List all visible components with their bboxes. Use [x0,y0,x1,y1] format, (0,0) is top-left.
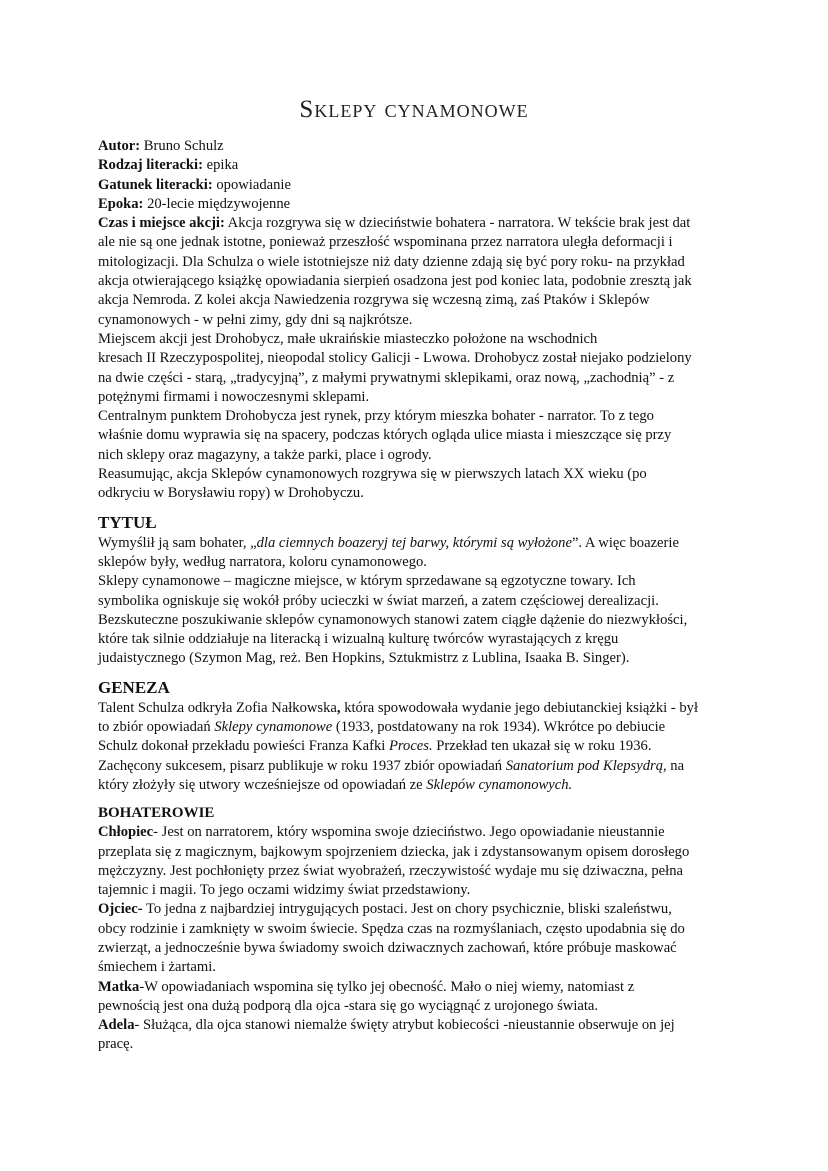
text-run: Bruno Schulz [140,138,224,154]
text-run: Talent Schulza odkryła Zofia Nałkowska [98,699,337,716]
bold-text: Adela [98,1017,135,1034]
text-run: (1933, postdatowany na rok 1934). Wkrótce po debiucie Schulz dokonał przekładu powieści Franza Kafki [98,719,666,755]
paragraph [98,465,758,504]
italic-text: dla ciemnych boazeryj tej barwy, którymi są wyłożone [256,534,572,551]
bold-text: , [336,699,341,716]
paragraph [98,195,758,214]
paragraph [98,330,758,407]
text-run: Miejscem akcji jest Drohobycz, małe ukraińskie miasteczko położone na wschodnich kresach II Rzeczypospolitej, nieopodal stolicy Galicji - Lwowa. Drohobycz został niejako podzielony na dwie części - starą, „tradycyjną”, z małymi prywatnymi sklepikami, oraz nową, „zachodnią” - z potężnymi firmami i nowoczesnymi sklepami. [98,330,692,405]
paragraph [98,1016,758,1055]
section [98,512,758,669]
italic-text: Sklepów cynamonowych. [426,776,573,793]
italic-text: Sklepy cynamonowe [214,719,333,736]
text-run: 20-lecie międzywojenne [143,195,291,212]
text-run: Reasumując, akcja Sklepów cynamonowych rozgrywa się w pierwszych latach XX wieku (po odkryciu w Borysławiu ropy) w Drohobyczu. [98,466,647,502]
section [98,137,758,504]
paragraph [98,137,758,156]
text-run: która spowodowała wydanie jego debiutanckiej książki - był to zbiór opowiadań [98,699,698,736]
paragraph [98,534,758,573]
text-run: Akcja rozgrywa się w dzieciństwie bohatera - narratora. W tekście brak jest dat ale nie są one jednak istotne, ponieważ przeszłość wspominana przez narratora uległa deformacji i mitologizacji. Dla Schulza o wiele istotniejsze niż daty dzienne zdają się być pory roku- na przykład akcja otwierającego książkę opowiadania sierpień osadzona jest pod koniec lata, podobnie zresztą jak akcja Nemroda. Z kolei akcja Nawiedzenia rozgrywa się wczesną zimą, zaś Ptaków i Sklepów cynamonowych - w pełni zimy, gdy dni są najkrótsze. [98,215,692,328]
paragraph [98,900,758,977]
paragraph [98,156,758,175]
paragraph [98,572,758,668]
section [98,677,758,795]
text-run: opowiadanie [212,176,291,193]
document-title: Sklepy cynamonowe [299,96,529,123]
section-heading: BOHATEROWIE [98,805,215,822]
paragraph [98,214,758,330]
paragraph [98,978,758,1017]
bold-text: Czas i miejsce akcji: [98,215,225,232]
bold-text: Chłopiec [98,824,154,841]
section-heading: TYTUŁ [98,512,157,532]
paragraph [98,407,758,465]
text-run: -W opowiadaniach wspomina się tylko jej obecność. Mało o niej wiemy, natomiast z pewnością jest ona dużą podporą dla ojca -stara się go wyciągnąć z urojonego świata. [98,978,635,1014]
bold-text: Epoka: [98,195,144,212]
text-run: To jedna z najbardziej intrygujących postaci. Jest on chory psychicznie, bliski szaleństwu, obcy rodzinie i zamknięty w swoim świecie. Spędza czas na rozmyślaniach, często upodabnia się do zwierząt, a jednocześnie bywa świadomy swoich dziwacznych zachowań, które próbuje maskować śmiechem i żartami. [98,901,685,976]
paragraph [98,699,758,795]
text-run: - Jest on narratorem, który wspomina swoje dzieciństwo. Jego opowiadanie nieustannie przeplata się z magicznym, bajkowym spojrzeniem dziecka, jak i zdystansowanym opisem dorosłego mężczyzny. Jest pochłonięty przez świat wyobrażeń, rzeczywistość wydaje mu się dziwaczna, pełna tajemnic i magii. To jego oczami widzimy świat przedstawiony. [98,824,690,899]
text-run: Sklepy cynamonowe – magiczne miejsce, w którym sprzedawane są egzotyczne towary. Ich symbolika ogniskuje się wokół próby ucieczki w świat marzeń, a zatem częściowej derealizacji. Bezskuteczne poszukiwanie sklepów cynamonowych stanowi zatem ciągłe dążenie do niezwykłości, które tak silnie oddziałuje na literacką i wizualną kulturę twórców wyrastających z kręgu judaistycznego (Szymon Mag, reż. Ben Hopkins, Sztukmistrz z Lublina, Isaaka B. Singer). [98,573,688,667]
text-run: ”. A więc boazerie sklepów były, według narratora, koloru cynamonowego. [98,534,679,570]
section-heading: GENEZA [98,677,170,697]
paragraph [98,176,758,195]
document-body [98,137,758,1055]
paragraph [98,823,758,900]
bold-text: Rodzaj literacki: [98,157,203,174]
bold-text: Ojciec- [98,901,143,918]
bold-text: Autor: [98,138,141,154]
text-run: Wymyślił ją sam bohater, „ [98,534,257,551]
text-run: na który złożyły się utwory wcześniejsze od opowiadań ze [98,757,685,793]
bold-text: Matka [98,978,140,995]
text-run: Przekład ten ukazał się w roku 1936. Zachęcony sukcesem, pisarz publikuje w roku 1937 zbiór opowiadań [98,738,652,774]
bold-text: Gatunek literacki: [98,176,213,193]
italic-text: Proces. [388,738,433,755]
italic-text: Sanatorium pod Klepsydrą, [505,757,667,774]
text-run: epika [202,157,239,174]
text-run: Centralnym punktem Drohobycza jest rynek, przy którym mieszka bohater - narrator. To z tego właśnie domu wyprawia się na spacery, podczas których ogląda ulice miasta i mieszczące się przy nich sklepy oraz magazyny, a także parki, place i ogrody. [98,408,672,463]
text-run: - Służąca, dla ojca stanowi niemalże święty atrybut kobiecości -nieustannie obserwuje on jej pracę. [98,1017,675,1053]
section [98,803,758,1055]
